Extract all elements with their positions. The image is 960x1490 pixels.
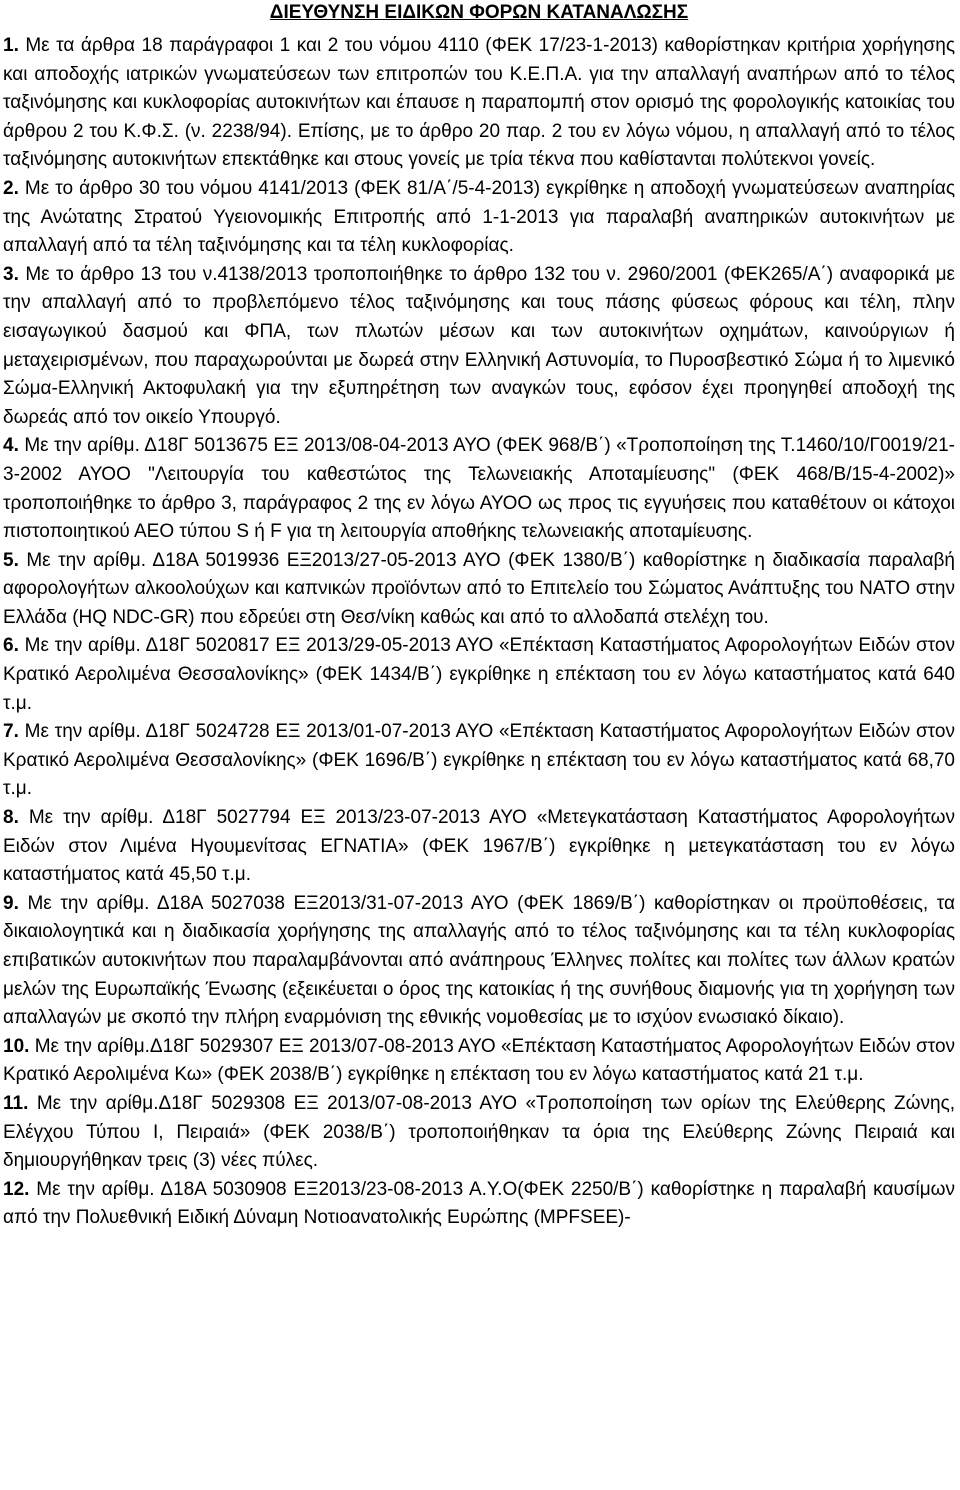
item-text: Με την αρίθμ. Δ18Γ 5024728 ΕΞ 2013/01-07-2013 ΑΥΟ «Επέκταση Καταστήματος Αφορολογήτων Ειδών στον Κρατικό Αερολιμένα Θεσσαλονίκης» (ΦΕΚ 1696/Β΄) εγκρίθηκε η επέκταση του εν λόγω καταστήματος κατά 68,70 τ.μ. (3, 721, 955, 800)
list-item-7 (3, 718, 955, 804)
list-item-1 (3, 32, 955, 175)
list-item-4 (3, 432, 955, 546)
item-number: 8. (3, 807, 19, 829)
item-number: 1. (3, 35, 19, 56)
item-number: 4. (3, 435, 19, 457)
item-number: 7. (3, 721, 19, 743)
list-item-10 (3, 1033, 955, 1090)
list-item-5 (3, 547, 955, 633)
item-text: Με την αρίθμ. Δ18Α 5019936 ΕΞ2013/27-05-2013 ΑΥΟ (ΦΕΚ 1380/Β΄) καθορίστηκε η διαδικασία παραλαβή αφορολογήτων αλκοολούχων και καπνικών προϊόντων από το Επιτελείο του Σώματος Ανάπτυξης του ΝΑΤΟ στην Ελλάδα (HQ NDC-GR) που εδρεύει στη Θεσ/νίκη καθώς και από το αλλοδαπά στελέχη του. (3, 549, 956, 628)
item-text: Με την αρίθμ. Δ18Γ 5013675 ΕΞ 2013/08-04-2013 ΑΥΟ (ΦΕΚ 968/Β΄) «Τροποποίηση της Τ.1460/10/Γ0019/21-3-2002 ΑΥΟΟ "Λειτουργία του καθεστώτος της Τελωνειακής Αποταμίευσης" (ΦΕΚ 468/Β/15-4-2002)» τροποποιήθηκε το άρθρο 3, παράγραφος 2 της εν λόγω ΑΥΟΟ ως προς τις εγγυήσεις που καταθέτουν οι κάτοχοι πιστοποιητικού ΑΕΟ τύπου S ή F για τη λειτουργία αποθήκης τελωνειακής αποταμίευσης. (3, 435, 956, 543)
list-item-8 (3, 804, 955, 890)
item-number: 11. (3, 1092, 29, 1114)
document-heading: ΔΙΕΥΘΥΝΣΗ ΕΙΔΙΚΩΝ ΦΟΡΩΝ ΚΑΤΑΝΑΛΩΣΗΣ (269, 2, 689, 23)
item-number: 10. (3, 1035, 30, 1057)
list-item-11 (3, 1090, 955, 1176)
item-text: Με την αρίθμ. Δ18Α 5027038 ΕΞ2013/31-07-2013 ΑΥΟ (ΦΕΚ 1869/Β΄) καθορίστηκαν οι προϋποθέσεις, τα δικαιολογητικά και η διαδικασία χορήγησης της απαλλαγής από το τέλος ταξινόμησης και τα τέλη κυκλοφορίας επιβατικών αυτοκινήτων που παραλαμβάνονται από ανάπηρους Έλληνες πολίτες και πολίτες των άλλων κρατών μελών της Ευρωπαϊκής Ένωσης (εξεικέυεται ο όρος της κατοικίας ή της συνήθους διαμονής για τη χορήγηση των απαλλαγών με σκοπό την πλήρη εναρμόνιση της εθνικής νομοθεσίας με το ισχύον ενωσιακό δίκαιο). (3, 892, 955, 1029)
item-text: Με το άρθρο 13 του ν.4138/2013 τροποποιήθηκε το άρθρο 132 του ν. 2960/2001 (ΦΕΚ265/Α΄) αναφορικά με την απαλλαγή από το προβλεπόμενο τέλος ταξινόμησης και τους πάσης φύσεως φόρους και τέλη, πλην εισαγωγικού δασμού και ΦΠΑ, των πλωτών μέσων και των αυτοκινήτων οχημάτων, καινούργιων ή μεταχειρισμένων, που παραχωρούνται με δωρεά στην Ελληνική Αστυνομία, το Πυροσβεστικό Σώμα ή το λιμενικό Σώμα-Ελληνική Ακτοφυλακή για την εξυπηρέτηση των αναγκών τους, εφόσον έχει προηγηθεί αποδοχή της δωρεάς από τον οικείο Υπουργό. (3, 263, 955, 428)
item-number: 2. (3, 177, 19, 199)
list-item-3 (3, 261, 955, 433)
item-number: 12. (3, 1178, 30, 1200)
item-text: Με την αρίθμ.Δ18Γ 5029307 ΕΞ 2013/07-08-2013 ΑΥΟ «Επέκταση Καταστήματος Αφορολογήτων Ειδών στον Κρατικό Αερολιμένα Κω» (ΦΕΚ 2038/Β΄) εγκρίθηκε η επέκταση του εν λόγω καταστήματος κατά 21 τ.μ. (3, 1035, 956, 1086)
item-number: 5. (3, 549, 19, 571)
list-item-9 (3, 890, 955, 1033)
item-number: 6. (3, 635, 19, 657)
item-text: Με τα άρθρα 18 παράγραφοι 1 και 2 του νόμου 4110 (ΦΕΚ 17/23-1-2013) καθορίστηκαν κριτήρια χορήγησης και αποδοχής ιατρικών γνωματεύσεων των επιτροπών του Κ.Ε.Π.Α. για την απαλλαγή αναπήρων από το τέλος ταξινόμησης και κυκλοφορίας αυτοκινήτων και έπαυσε η παραπομπή στον ορισμό της φορολογικής κατοικίας του άρθρου 2 του Κ.Φ.Σ. (ν. 2238/94). Επίσης, με το άρθρο 20 παρ. 2 του εν λόγω νόμου, η απαλλαγή από το τέλος ταξινόμησης αυτοκινήτων επεκτάθηκε και στους γονείς με τρία τέκνα που καθίστανται πολύτεκνοι γονείς. (3, 35, 955, 171)
list-item-6 (3, 632, 955, 718)
item-number: 9. (3, 892, 19, 914)
item-text: Με την αρίθμ. Δ18Γ 5027794 ΕΞ 2013/23-07-2013 ΑΥΟ «Μετεγκατάσταση Καταστήματος Αφορολογήτων Ειδών στον Λιμένα Ηγουμενίτσας ΕΓΝΑΤΙΑ» (ΦΕΚ 1967/Β΄) εγκρίθηκε η μετεγκατάσταση του εν λόγω καταστήματος κατά 45,50 τ.μ. (3, 807, 955, 886)
item-text: Με το άρθρο 30 του νόμου 4141/2013 (ΦΕΚ 81/Α΄/5-4-2013) εγκρίθηκε η αποδοχή γνωματεύσεων αναπηρίας της Ανώτατης Στρατού Υγειονομικής Επιτροπής από 1-1-2013 για παραλαβή αναπηρικών αυτοκινήτων με απαλλαγή από τα τέλη ταξινόμησης και τα τέλη κυκλοφορίας. (3, 177, 955, 257)
list-item-12 (3, 1176, 955, 1233)
item-text: Με την αρίθμ. Δ18Γ 5020817 ΕΞ 2013/29-05-2013 ΑΥΟ «Επέκταση Καταστήματος Αφορολογήτων Ειδών στον Κρατικό Αερολιμένα Θεσσαλονίκης» (ΦΕΚ 1434/Β΄) εγκρίθηκε η επέκταση του εν λόγω καταστήματος κατά 640 τ.μ. (3, 635, 955, 714)
item-text: Με την αρίθμ.Δ18Γ 5029308 ΕΞ 2013/07-08-2013 ΑΥΟ «Τροποποίηση των ορίων της Ελεύθερης Ζώνης, Ελέγχου Τύπου Ι, Πειραιά» (ΦΕΚ 2038/Β΄) τροποποιήθηκαν τα όρια της Ελεύθερης Ζώνης Πειραιά και δημιουργήθηκαν τρεις (3) νέες πύλες. (3, 1092, 955, 1172)
list-item-2 (3, 175, 955, 261)
item-text: Με την αρίθμ. Δ18Α 5030908 ΕΞ2013/23-08-2013 Α.Υ.Ο(ΦΕΚ 2250/Β΄) καθορίστηκε η παραλαβή καυσίμων από την Πολυεθνική Ειδική Δύναμη Νοτιοανατολικής Ευρώπης (MPFSEE)- (3, 1178, 955, 1229)
item-number: 3. (3, 263, 19, 285)
